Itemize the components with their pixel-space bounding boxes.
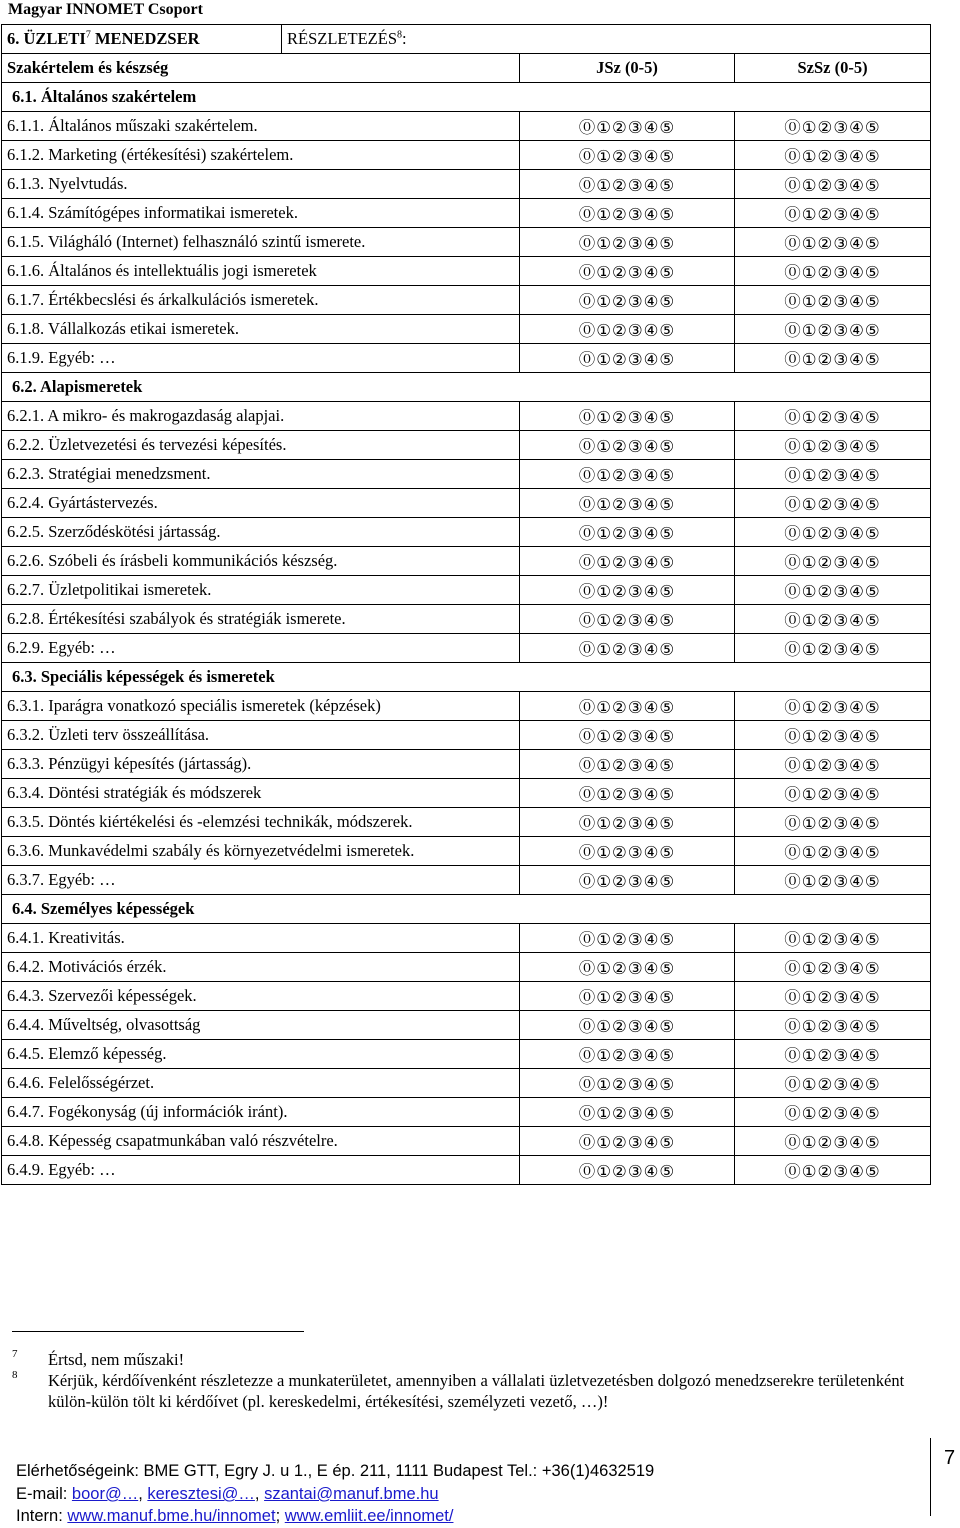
footnote-ref-7: 7 [85,29,91,41]
szsz-rating-scale[interactable]: ⓪①②③④⑤ [735,692,931,721]
szsz-rating-scale[interactable]: ⓪①②③④⑤ [735,199,931,228]
column-header-szsz: SzSz (0-5) [735,54,931,83]
skill-label: 6.1.3. Nyelvtudás. [2,170,520,199]
skill-row [2,808,931,837]
szsz-rating-scale[interactable]: ⓪①②③④⑤ [735,866,931,895]
skill-label: 6.3.3. Pénzügyi képesítés (jártasság). [2,750,520,779]
skill-row [2,1098,931,1127]
skill-label: 6.2.7. Üzletpolitikai ismeretek. [2,576,520,605]
jsz-rating-scale[interactable]: ⓪①②③④⑤ [520,866,735,895]
skill-label: 6.2.4. Gyártástervezés. [2,489,520,518]
skill-label: 6.1.8. Vállalkozás etikai ismeretek. [2,315,520,344]
skill-row [2,953,931,982]
skill-row [2,489,931,518]
skill-row [2,779,931,808]
email-link-keresztesi[interactable]: keresztesi@… [147,1485,255,1503]
skill-row [2,344,931,373]
jsz-rating-scale[interactable]: ⓪①②③④⑤ [520,547,735,576]
footnote-text: Kérjük, kérdőívenként részletezze a munkaterületet, amennyiben a vállalati üzletvezetésben dolgozó menedzserekre területenként külön-külön tölt ki kérdőívet (pl. kereskedelmi, értékesítési, személyzeti vezető, …)! [48,1371,905,1411]
szsz-rating-scale[interactable]: ⓪①②③④⑤ [735,1156,931,1185]
skill-label: 6.3.2. Üzleti terv összeállítása. [2,721,520,750]
skill-row [2,112,931,141]
jsz-rating-scale[interactable]: ⓪①②③④⑤ [520,576,735,605]
column-header-row [2,54,931,83]
szsz-rating-scale[interactable]: ⓪①②③④⑤ [735,257,931,286]
skill-label: 6.4.2. Motivációs érzék. [2,953,520,982]
szsz-rating-scale[interactable]: ⓪①②③④⑤ [735,286,931,315]
jsz-rating-scale[interactable]: ⓪①②③④⑤ [520,170,735,199]
skill-row [2,1040,931,1069]
skill-label: 6.3.5. Döntés kiértékelési és -elemzési technikák, módszerek. [2,808,520,837]
skill-row [2,605,931,634]
skill-label: 6.3.7. Egyéb: … [2,866,520,895]
szsz-rating-scale[interactable]: ⓪①②③④⑤ [735,112,931,141]
page-number: 7 [944,1447,956,1469]
jsz-rating-scale[interactable]: ⓪①②③④⑤ [520,431,735,460]
jsz-rating-scale[interactable]: ⓪①②③④⑤ [520,489,735,518]
jsz-rating-scale[interactable]: ⓪①②③④⑤ [520,779,735,808]
jsz-rating-scale[interactable]: ⓪①②③④⑤ [520,199,735,228]
skill-row [2,750,931,779]
szsz-rating-scale[interactable]: ⓪①②③④⑤ [735,953,931,982]
szsz-rating-scale[interactable]: ⓪①②③④⑤ [735,634,931,663]
skill-label: 6.2.9. Egyéb: … [2,634,520,663]
skill-label: 6.1.7. Értékbecslési és árkalkulációs ismeretek. [2,286,520,315]
szsz-rating-scale[interactable]: ⓪①②③④⑤ [735,576,931,605]
email-link-szantai[interactable]: szantai@manuf.bme.hu [264,1485,439,1503]
szsz-rating-scale[interactable]: ⓪①②③④⑤ [735,141,931,170]
skill-row [2,228,931,257]
skill-label: 6.4.6. Felelősségérzet. [2,1069,520,1098]
jsz-rating-scale[interactable]: ⓪①②③④⑤ [520,721,735,750]
skill-row [2,924,931,953]
szsz-rating-scale[interactable]: ⓪①②③④⑤ [735,1011,931,1040]
skill-row [2,460,931,489]
web-link-emliit[interactable]: www.emliit.ee/innomet/ [284,1507,454,1525]
section-header-row [2,895,931,924]
skill-label: 6.4.9. Egyéb: … [2,1156,520,1185]
contact-emails: E-mail: boor@…, keresztesi@…, szantai@manuf.bme.hu [16,1485,439,1503]
jsz-rating-scale[interactable]: ⓪①②③④⑤ [520,808,735,837]
column-header-skill: Szakértelem és készség [2,54,520,83]
jsz-rating-scale[interactable]: ⓪①②③④⑤ [520,1069,735,1098]
szsz-rating-scale[interactable]: ⓪①②③④⑤ [735,808,931,837]
footnote-divider [12,1331,304,1332]
skill-row [2,692,931,721]
jsz-rating-scale[interactable]: ⓪①②③④⑤ [520,1098,735,1127]
szsz-rating-scale[interactable]: ⓪①②③④⑤ [735,460,931,489]
section-title: 6.1. Általános szakértelem [2,83,931,112]
skill-row [2,982,931,1011]
jsz-rating-scale[interactable]: ⓪①②③④⑤ [520,924,735,953]
skill-row [2,1156,931,1185]
skill-label: 6.2.3. Stratégiai menedzsment. [2,460,520,489]
jsz-rating-scale[interactable]: ⓪①②③④⑤ [520,837,735,866]
skill-row [2,837,931,866]
skill-label: 6.3.1. Iparágra vonatkozó speciális ismeretek (képzések) [2,692,520,721]
section-title: 6.3. Speciális képességek és ismeretek [2,663,931,692]
szsz-rating-scale[interactable]: ⓪①②③④⑤ [735,228,931,257]
footnote-text: Értsd, nem műszaki! [48,1350,185,1369]
form-title-row [2,25,931,54]
skill-label: 6.1.4. Számítógépes informatikai ismeretek. [2,199,520,228]
contact-web: Intern: www.manuf.bme.hu/innomet; www.emliit.ee/innomet/ [16,1507,454,1525]
szsz-rating-scale[interactable]: ⓪①②③④⑤ [735,924,931,953]
skill-label: 6.3.6. Munkavédelmi szabály és környezetvédelmi ismeretek. [2,837,520,866]
szsz-rating-scale[interactable]: ⓪①②③④⑤ [735,1098,931,1127]
jsz-rating-scale[interactable]: ⓪①②③④⑤ [520,518,735,547]
jsz-rating-scale[interactable]: ⓪①②③④⑤ [520,112,735,141]
skill-label: 6.2.1. A mikro- és makrogazdaság alapjai. [2,402,520,431]
skill-row [2,402,931,431]
skill-label: 6.4.3. Szervezői képességek. [2,982,520,1011]
jsz-rating-scale[interactable]: ⓪①②③④⑤ [520,953,735,982]
footnote-number: 7 [12,1348,18,1360]
szsz-rating-scale[interactable]: ⓪①②③④⑤ [735,170,931,199]
szsz-rating-scale[interactable]: ⓪①②③④⑤ [735,750,931,779]
jsz-rating-scale[interactable]: ⓪①②③④⑤ [520,402,735,431]
footnote-ref-8: 8 [397,29,402,41]
szsz-rating-scale[interactable]: ⓪①②③④⑤ [735,721,931,750]
szsz-rating-scale[interactable]: ⓪①②③④⑤ [735,837,931,866]
jsz-rating-scale[interactable]: ⓪①②③④⑤ [520,634,735,663]
jsz-rating-scale[interactable]: ⓪①②③④⑤ [520,1040,735,1069]
contact-address: Elérhetőségeink: BME GTT, Egry J. u 1., E ép. 211, 1111 Budapest Tel.: +36(1)4632519 [16,1462,655,1480]
szsz-rating-scale[interactable]: ⓪①②③④⑤ [735,344,931,373]
section-header-row [2,663,931,692]
skill-label: 6.4.7. Fogékonyság (új információk iránt). [2,1098,520,1127]
skill-row [2,576,931,605]
szsz-rating-scale[interactable]: ⓪①②③④⑤ [735,547,931,576]
skill-row [2,315,931,344]
jsz-rating-scale[interactable]: ⓪①②③④⑤ [520,286,735,315]
skill-row [2,1069,931,1098]
skill-row [2,721,931,750]
section-header-row [2,373,931,402]
jsz-rating-scale[interactable]: ⓪①②③④⑤ [520,1156,735,1185]
skill-label: 6.1.5. Világháló (Internet) felhasználó szintű ismerete. [2,228,520,257]
skill-row [2,431,931,460]
szsz-rating-scale[interactable]: ⓪①②③④⑤ [735,605,931,634]
skill-label: 6.4.4. Műveltség, olvasottság [2,1011,520,1040]
skill-row [2,199,931,228]
skill-row [2,1011,931,1040]
jsz-rating-scale[interactable]: ⓪①②③④⑤ [520,460,735,489]
szsz-rating-scale[interactable]: ⓪①②③④⑤ [735,489,931,518]
detail-label: RÉSZLETEZÉS$^8$: [282,25,931,54]
jsz-rating-scale[interactable]: ⓪①②③④⑤ [520,982,735,1011]
column-header-jsz: JSz (0-5) [520,54,735,83]
skill-label: 6.1.1. Általános műszaki szakértelem. [2,112,520,141]
jsz-rating-scale[interactable]: ⓪①②③④⑤ [520,257,735,286]
szsz-rating-scale[interactable]: ⓪①②③④⑤ [735,1127,931,1156]
footnote-number: 8 [12,1369,18,1381]
szsz-rating-scale[interactable]: ⓪①②③④⑤ [735,402,931,431]
skill-row [2,547,931,576]
skill-row [2,518,931,547]
jsz-rating-scale[interactable]: ⓪①②③④⑤ [520,1011,735,1040]
skill-label: 6.2.6. Szóbeli és írásbeli kommunikációs készség. [2,547,520,576]
skill-row [2,286,931,315]
szsz-rating-scale[interactable]: ⓪①②③④⑤ [735,1069,931,1098]
page-corner-line [930,1438,931,1516]
skill-label: 6.2.5. Szerződéskötési jártasság. [2,518,520,547]
jsz-rating-scale[interactable]: ⓪①②③④⑤ [520,605,735,634]
jsz-rating-scale[interactable]: ⓪①②③④⑤ [520,692,735,721]
email-link-boor[interactable]: boor@… [71,1485,139,1503]
skill-row [2,257,931,286]
jsz-rating-scale[interactable]: ⓪①②③④⑤ [520,344,735,373]
skill-row [2,141,931,170]
jsz-rating-scale[interactable]: ⓪①②③④⑤ [520,228,735,257]
organization-name: Magyar INNOMET Csoport [8,1,203,18]
szsz-rating-scale[interactable]: ⓪①②③④⑤ [735,315,931,344]
skill-label: 6.1.9. Egyéb: … [2,344,520,373]
skill-row [2,866,931,895]
szsz-rating-scale[interactable]: ⓪①②③④⑤ [735,431,931,460]
szsz-rating-scale[interactable]: ⓪①②③④⑤ [735,982,931,1011]
skill-label: 6.2.8. Értékesítési szabályok és stratégiák ismerete. [2,605,520,634]
skill-label: 6.4.1. Kreativitás. [2,924,520,953]
web-link-innomet[interactable]: www.manuf.bme.hu/innomet [67,1507,276,1525]
assessment-table [1,24,931,1185]
skill-row [2,634,931,663]
jsz-rating-scale[interactable]: ⓪①②③④⑤ [520,1127,735,1156]
skill-label: 6.3.4. Döntési stratégiák és módszerek [2,779,520,808]
szsz-rating-scale[interactable]: ⓪①②③④⑤ [735,1040,931,1069]
szsz-rating-scale[interactable]: ⓪①②③④⑤ [735,779,931,808]
jsz-rating-scale[interactable]: ⓪①②③④⑤ [520,750,735,779]
form-title: 6. ÜZLETI$^7$ MENEDZSER [2,25,282,54]
skill-label: 6.4.8. Képesség csapatmunkában való részvételre. [2,1127,520,1156]
jsz-rating-scale[interactable]: ⓪①②③④⑤ [520,141,735,170]
skill-row [2,170,931,199]
section-header-row [2,83,931,112]
skill-label: 6.1.2. Marketing (értékesítési) szakértelem. [2,141,520,170]
section-title: 6.2. Alapismeretek [2,373,931,402]
skill-label: 6.4.5. Elemző képesség. [2,1040,520,1069]
skill-label: 6.2.2. Üzletvezetési és tervezési képesítés. [2,431,520,460]
skill-row [2,1127,931,1156]
skill-label: 6.1.6. Általános és intellektuális jogi ismeretek [2,257,520,286]
szsz-rating-scale[interactable]: ⓪①②③④⑤ [735,518,931,547]
section-title: 6.4. Személyes képességek [2,895,931,924]
jsz-rating-scale[interactable]: ⓪①②③④⑤ [520,315,735,344]
